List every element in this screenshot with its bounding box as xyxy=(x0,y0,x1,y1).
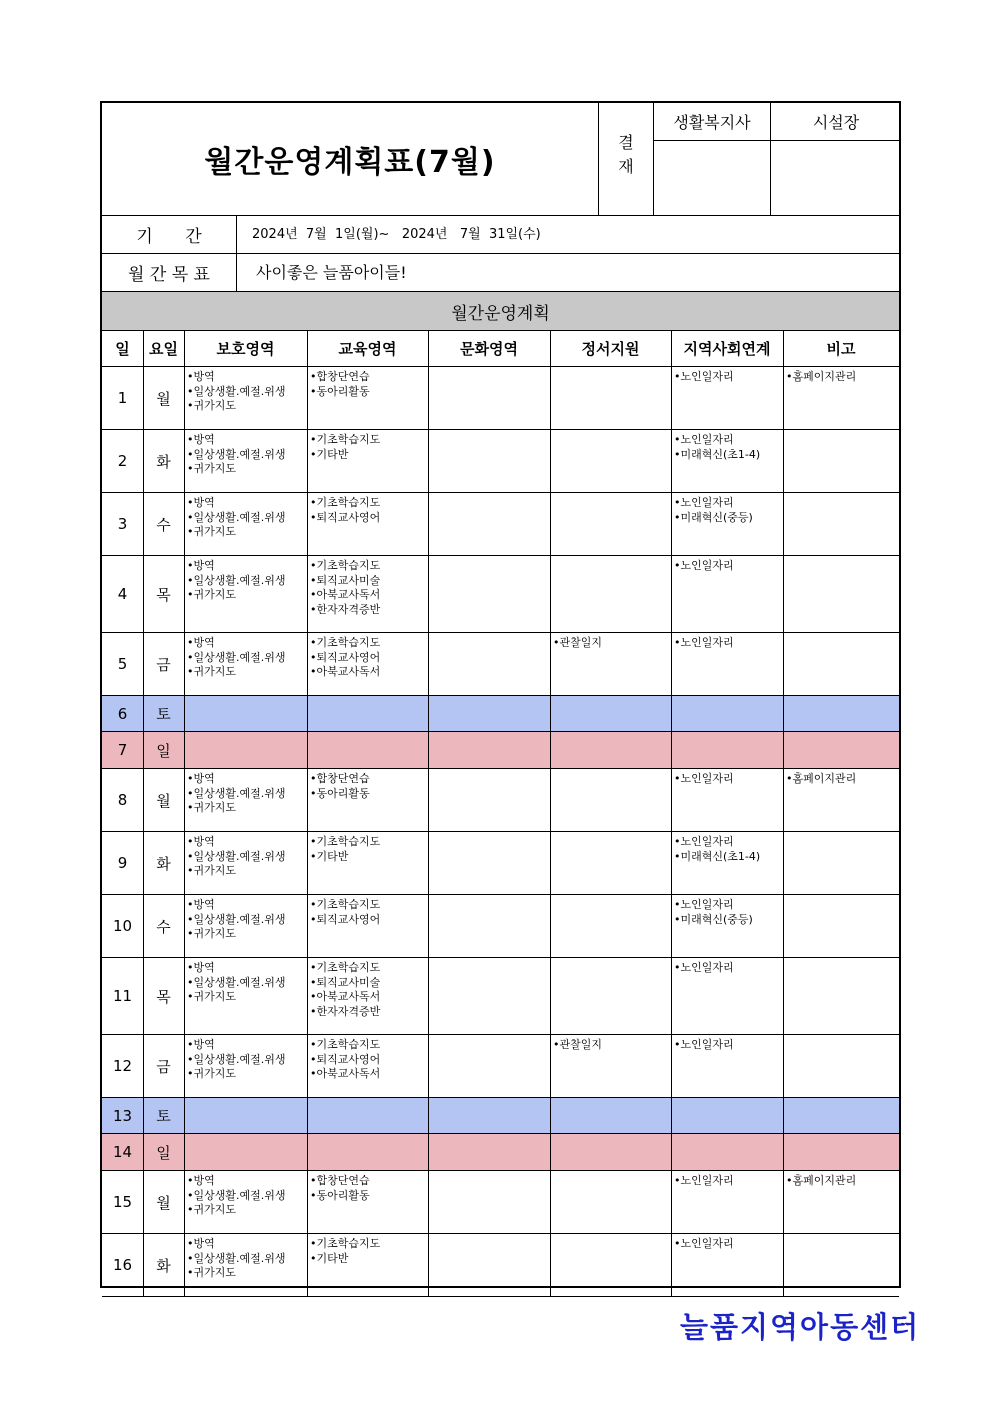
cell-note xyxy=(783,769,899,831)
cell-item: •일상생활.예절.위생 xyxy=(187,786,286,800)
cell-item: •기초학습지도 xyxy=(310,1237,381,1250)
cell-item: •기초학습지도 xyxy=(310,898,381,911)
day-number: 5 xyxy=(117,655,128,673)
cell-community xyxy=(671,769,783,831)
cell-community xyxy=(671,832,783,894)
cell-note xyxy=(783,493,899,555)
table-row xyxy=(102,696,899,731)
cell-emotion xyxy=(550,1035,671,1097)
day-number: 8 xyxy=(117,791,128,809)
cell-item: •귀가지도 xyxy=(187,1203,236,1216)
cell-item: •합창단연습 xyxy=(310,772,370,785)
cell-edu xyxy=(307,493,428,555)
cell-emotion xyxy=(550,958,671,1034)
cell-item: •방역 xyxy=(187,898,215,911)
cell-edu xyxy=(307,895,428,957)
day-number: 7 xyxy=(117,741,128,759)
cell-item: •퇴직교사영어 xyxy=(310,912,381,926)
cell-culture xyxy=(428,958,550,1034)
cell-community xyxy=(671,430,783,492)
table-row xyxy=(102,1035,899,1097)
cell-item: •노인일자리 xyxy=(674,772,734,785)
table-row xyxy=(102,1234,899,1296)
goal-label: 월 간 목 표 xyxy=(128,265,210,285)
cell-item: •노인일자리 xyxy=(674,1237,734,1250)
cell-item: •방역 xyxy=(187,433,215,446)
day-number: 2 xyxy=(117,452,128,470)
cell-item: •귀가지도 xyxy=(187,525,236,538)
cell-emotion xyxy=(550,769,671,831)
cell-item: •일상생활.예절.위생 xyxy=(187,650,286,664)
cell-item: •기타반 xyxy=(310,447,349,461)
cell-edu xyxy=(307,367,428,429)
cell-protect xyxy=(184,430,307,492)
goal-value: 사이좋은 늘품아이들! xyxy=(256,263,407,282)
cell-item: •노인일자리 xyxy=(674,433,734,446)
cell-protect xyxy=(184,1171,307,1233)
weekday: 목 xyxy=(156,987,171,1006)
cell-edu xyxy=(307,958,428,1034)
cell-item: •방역 xyxy=(187,1038,215,1051)
weekday: 화 xyxy=(156,1256,171,1275)
cell-item: •방역 xyxy=(187,1237,215,1250)
cell-item: •관찰일지 xyxy=(553,636,602,649)
cell-item: •홈페이지관리 xyxy=(786,1174,857,1187)
cell-edu xyxy=(307,430,428,492)
cell-item: •동아리활동 xyxy=(310,384,370,398)
cell-item: •노인일자리 xyxy=(674,370,734,383)
center-name-footer: 늘품지역아동센터 xyxy=(680,1310,921,1344)
day-number: 15 xyxy=(112,1193,133,1211)
cell-protect xyxy=(184,633,307,695)
weekday: 월 xyxy=(156,389,171,408)
cell-item: •기초학습지도 xyxy=(310,1038,381,1051)
cell-protect xyxy=(184,1035,307,1097)
cell-item: •귀가지도 xyxy=(187,864,236,877)
day-number: 3 xyxy=(117,515,128,533)
cell-item: •귀가지도 xyxy=(187,462,236,475)
cell-item: •합창단연습 xyxy=(310,1174,370,1187)
weekday: 목 xyxy=(156,585,171,604)
table-row xyxy=(102,832,899,894)
cell-note xyxy=(783,556,899,632)
cell-edu xyxy=(307,633,428,695)
cell-item: •노인일자리 xyxy=(674,1174,734,1187)
cell-item: •방역 xyxy=(187,772,215,785)
table-row xyxy=(102,1134,899,1170)
cell-item: •관찰일지 xyxy=(553,1038,602,1051)
cell-item: •노인일자리 xyxy=(674,961,734,974)
column-header-protect: 보호영역 xyxy=(216,340,275,358)
cell-item: •퇴직교사미술 xyxy=(310,975,381,989)
cell-item: •노인일자리 xyxy=(674,835,734,848)
cell-item: •기초학습지도 xyxy=(310,835,381,848)
cell-protect xyxy=(184,769,307,831)
column-header-culture: 문화영역 xyxy=(460,340,518,358)
cell-item: •퇴직교사미술 xyxy=(310,573,381,587)
document-title: 월간운영계획표(7월) xyxy=(204,145,496,180)
cell-item: •홈페이지관리 xyxy=(786,772,857,785)
cell-item: •귀가지도 xyxy=(187,399,236,412)
period-label: 기 간 xyxy=(136,227,202,247)
cell-item: •일상생활.예절.위생 xyxy=(187,573,286,587)
cell-culture xyxy=(428,1234,550,1296)
cell-item: •홈페이지관리 xyxy=(786,370,857,383)
weekday: 화 xyxy=(156,452,171,471)
cell-note xyxy=(783,1171,899,1233)
cell-note xyxy=(783,958,899,1034)
day-number: 12 xyxy=(112,1057,133,1075)
cell-item: •귀가지도 xyxy=(187,990,236,1003)
cell-item: •기초학습지도 xyxy=(310,559,381,572)
table-row xyxy=(102,732,899,768)
cell-culture xyxy=(428,1171,550,1233)
cell-culture xyxy=(428,1035,550,1097)
weekday: 금 xyxy=(156,1057,171,1076)
day-number: 9 xyxy=(117,854,128,872)
cell-item: •귀가지도 xyxy=(187,1266,236,1279)
day-number: 1 xyxy=(117,389,128,407)
cell-culture xyxy=(428,633,550,695)
cell-edu xyxy=(307,1171,428,1233)
cell-community xyxy=(671,1171,783,1233)
cell-item: •일상생활.예절.위생 xyxy=(187,1188,286,1202)
weekday: 일 xyxy=(156,1143,171,1162)
column-header-note: 비고 xyxy=(826,340,856,358)
table-row xyxy=(102,633,899,695)
cell-item: •일상생활.예절.위생 xyxy=(187,447,286,461)
cell-protect xyxy=(184,895,307,957)
cell-community xyxy=(671,367,783,429)
cell-item: •노인일자리 xyxy=(674,898,734,911)
approver-director: 시설장 xyxy=(812,113,860,132)
cell-community xyxy=(671,1234,783,1296)
cell-item: •미래혁신(중등) xyxy=(674,912,753,926)
cell-item: •아북교사독서 xyxy=(310,990,381,1003)
cell-community xyxy=(671,958,783,1034)
cell-item: •기초학습지도 xyxy=(310,636,381,649)
cell-item: •귀가지도 xyxy=(187,927,236,940)
cell-note xyxy=(783,367,899,429)
cell-emotion xyxy=(550,1234,671,1296)
column-header-day: 일 xyxy=(115,340,130,358)
cell-item: •아북교사독서 xyxy=(310,665,381,678)
cell-community xyxy=(671,493,783,555)
table-row xyxy=(102,556,899,632)
cell-community xyxy=(671,556,783,632)
cell-item: •귀가지도 xyxy=(187,1067,236,1080)
day-number: 10 xyxy=(112,917,133,935)
cell-culture xyxy=(428,430,550,492)
cell-emotion xyxy=(550,633,671,695)
cell-item: •노인일자리 xyxy=(674,636,734,649)
cell-item: •일상생활.예절.위생 xyxy=(187,1251,286,1265)
cell-item: •합창단연습 xyxy=(310,370,370,383)
day-number: 16 xyxy=(112,1256,133,1274)
cell-item: •방역 xyxy=(187,559,215,572)
cell-item: •노인일자리 xyxy=(674,496,734,509)
cell-note xyxy=(783,1234,899,1296)
cell-item: •퇴직교사영어 xyxy=(310,650,381,664)
cell-item: •기초학습지도 xyxy=(310,961,381,974)
cell-item: •동아리활동 xyxy=(310,1188,370,1202)
table-row xyxy=(102,430,899,492)
cell-item: •동아리활동 xyxy=(310,786,370,800)
cell-item: •일상생활.예절.위생 xyxy=(187,384,286,398)
cell-emotion xyxy=(550,556,671,632)
cell-note xyxy=(783,633,899,695)
cell-edu xyxy=(307,832,428,894)
cell-item: •귀가지도 xyxy=(187,588,236,601)
approver-social-worker-sign-box xyxy=(654,141,770,215)
cell-community xyxy=(671,633,783,695)
day-number: 4 xyxy=(117,585,128,603)
cell-culture xyxy=(428,367,550,429)
cell-item: •방역 xyxy=(187,370,215,383)
column-header-community: 지역사회연계 xyxy=(683,340,771,358)
cell-emotion xyxy=(550,493,671,555)
cell-emotion xyxy=(550,1171,671,1233)
table-row xyxy=(102,895,899,957)
cell-protect xyxy=(184,493,307,555)
cell-item: •일상생활.예절.위생 xyxy=(187,912,286,926)
cell-item: •미래혁신(초1-4) xyxy=(674,447,761,461)
cell-emotion xyxy=(550,367,671,429)
cell-edu xyxy=(307,1234,428,1296)
cell-item: •미래혁신(초1-4) xyxy=(674,849,761,863)
column-header-weekday: 요일 xyxy=(149,340,178,358)
weekday: 수 xyxy=(156,917,171,936)
cell-item: •한자자격증반 xyxy=(310,1004,381,1018)
cell-item: •일상생활.예절.위생 xyxy=(187,849,286,863)
period-value: 2024년 7월 1일(월)~ 2024년 7월 31일(수) xyxy=(252,227,541,242)
cell-item: •한자자격증반 xyxy=(310,602,381,616)
cell-culture xyxy=(428,769,550,831)
table-row xyxy=(102,1171,899,1233)
day-number: 14 xyxy=(112,1143,133,1161)
cell-item: •기초학습지도 xyxy=(310,496,381,509)
table-row xyxy=(102,493,899,555)
weekday: 일 xyxy=(156,741,171,760)
cell-item: •방역 xyxy=(187,961,215,974)
approval-label: 결 재 xyxy=(618,133,634,176)
table-row xyxy=(102,769,899,831)
weekday: 화 xyxy=(156,854,171,873)
cell-emotion xyxy=(550,832,671,894)
cell-culture xyxy=(428,556,550,632)
column-header-emotion: 정서지원 xyxy=(581,340,640,358)
cell-community xyxy=(671,895,783,957)
weekday: 토 xyxy=(156,1107,171,1125)
table-row xyxy=(102,1098,899,1133)
cell-protect xyxy=(184,832,307,894)
weekday: 금 xyxy=(156,655,171,674)
cell-item: •방역 xyxy=(187,636,215,649)
cell-item: •방역 xyxy=(187,496,215,509)
table-row xyxy=(102,958,899,1034)
day-number: 11 xyxy=(112,987,133,1005)
cell-item: •일상생활.예절.위생 xyxy=(187,975,286,989)
cell-item: •기초학습지도 xyxy=(310,433,381,446)
column-header-edu: 교육영역 xyxy=(338,340,397,358)
cell-item: •노인일자리 xyxy=(674,1038,734,1051)
cell-protect xyxy=(184,1234,307,1296)
cell-item: •일상생활.예절.위생 xyxy=(187,510,286,524)
cell-protect xyxy=(184,367,307,429)
cell-item: •퇴직교사영어 xyxy=(310,1052,381,1066)
cell-item: •미래혁신(중등) xyxy=(674,510,753,524)
cell-protect xyxy=(184,958,307,1034)
cell-note xyxy=(783,1035,899,1097)
cell-item: •기타반 xyxy=(310,1251,349,1265)
weekday: 토 xyxy=(156,705,171,723)
cell-item: •방역 xyxy=(187,1174,215,1187)
cell-item: •귀가지도 xyxy=(187,665,236,678)
cell-item: •아북교사독서 xyxy=(310,1067,381,1080)
approver-director-sign-box xyxy=(771,141,901,215)
table-row xyxy=(102,367,899,429)
cell-item: •아북교사독서 xyxy=(310,588,381,601)
weekday: 월 xyxy=(156,791,171,810)
cell-note xyxy=(783,895,899,957)
cell-culture xyxy=(428,895,550,957)
cell-item: •노인일자리 xyxy=(674,559,734,572)
cell-note xyxy=(783,430,899,492)
cell-item: •기타반 xyxy=(310,849,349,863)
cell-emotion xyxy=(550,430,671,492)
section-title: 월간운영계획 xyxy=(102,292,899,330)
cell-item: •일상생활.예절.위생 xyxy=(187,1052,286,1066)
cell-edu xyxy=(307,769,428,831)
weekday: 월 xyxy=(156,1193,171,1212)
monthly-plan-document xyxy=(100,101,901,1288)
cell-culture xyxy=(428,493,550,555)
cell-edu xyxy=(307,556,428,632)
cell-item: •방역 xyxy=(187,835,215,848)
approver-social-worker: 생활복지사 xyxy=(673,113,751,132)
cell-emotion xyxy=(550,895,671,957)
weekday: 수 xyxy=(156,515,171,534)
cell-item: •귀가지도 xyxy=(187,801,236,814)
cell-community xyxy=(671,1035,783,1097)
cell-edu xyxy=(307,1035,428,1097)
cell-culture xyxy=(428,832,550,894)
cell-protect xyxy=(184,556,307,632)
day-number: 6 xyxy=(117,704,128,723)
cell-note xyxy=(783,832,899,894)
cell-item: •퇴직교사영어 xyxy=(310,510,381,524)
day-number: 13 xyxy=(112,1106,133,1125)
